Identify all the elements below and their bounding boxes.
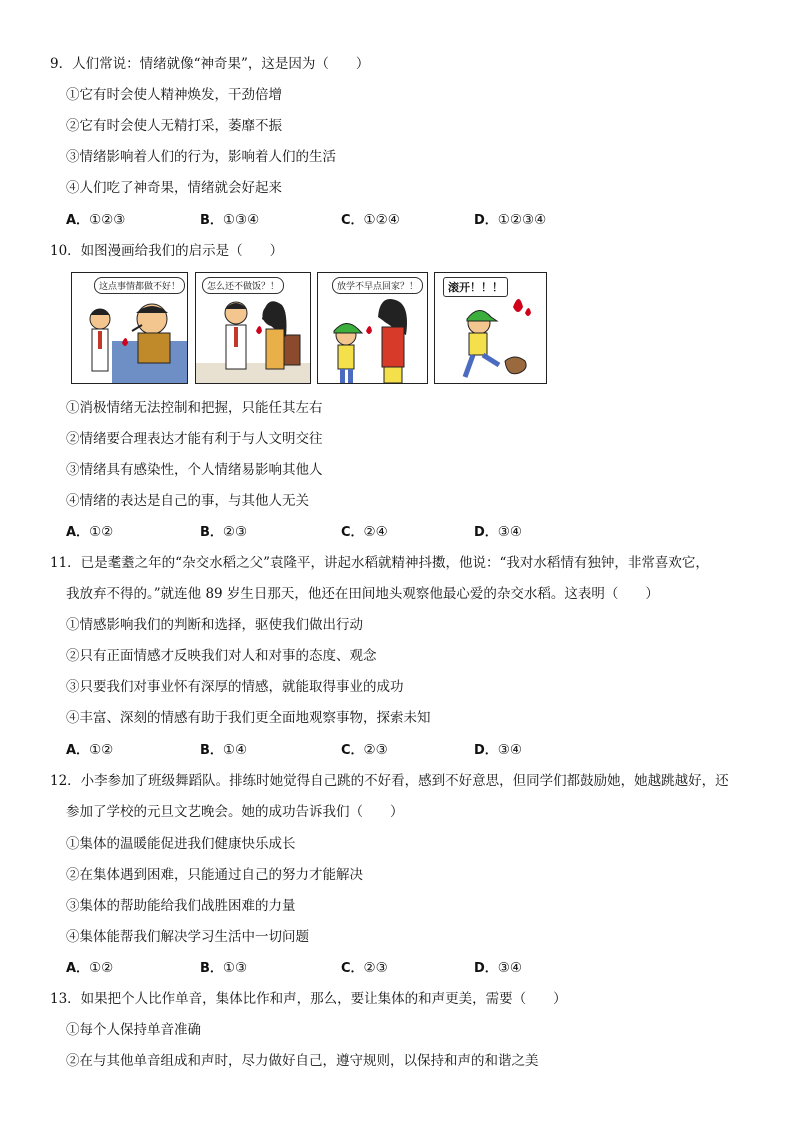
question-10-choices — [66, 522, 626, 542]
choice-c[interactable]: C．②④ — [341, 524, 388, 540]
question-11-stem-line-1: 11．已是耄耋之年的“杂交水稻之父”袁隆平，讲起水稻就精神抖擞，他说：“我对水稻情有独钟，非常喜欢它， — [50, 555, 709, 571]
choice-d[interactable]: D．③④ — [474, 524, 523, 540]
comic-panel-2 — [195, 272, 311, 384]
question-11-option-4: ④丰富、深刻的情感有助于我们更全面地观察事物，探索未知 — [66, 710, 431, 726]
choice-b[interactable]: B．①④ — [200, 742, 248, 758]
choice-c[interactable]: C．②③ — [341, 742, 388, 758]
question-12-stem-line-2: 参加了学校的元旦文艺晚会。她的成功告诉我们（ ） — [66, 804, 404, 820]
choice-d[interactable]: D．①②③④ — [474, 212, 547, 228]
question-10-option-2: ②情绪要合理表达才能有利于与人文明交往 — [66, 431, 323, 447]
comic-panel-4 — [434, 272, 547, 384]
question-10-option-4: ④情绪的表达是自己的事，与其他人无关 — [66, 493, 309, 509]
question-11-option-3: ③只要我们对事业怀有深厚的情感，就能取得事业的成功 — [66, 679, 404, 695]
speech-bubble-1: 这点事情都做不好！ — [94, 277, 185, 294]
question-10-stem: 10．如图漫画给我们的启示是（ ） — [50, 243, 284, 259]
choice-c[interactable]: C．②③ — [341, 960, 388, 976]
question-9-choices — [66, 210, 626, 230]
choice-a[interactable]: A．①② — [66, 524, 114, 540]
choice-a[interactable]: A．①② — [66, 742, 114, 758]
question-9-option-3: ③情绪影响着人们的行为，影响着人们的生活 — [66, 149, 336, 165]
comic-strip — [71, 272, 547, 384]
question-13-option-1: ①每个人保持单音准确 — [66, 1022, 201, 1038]
comic-panel-3 — [317, 272, 428, 384]
question-9-option-2: ②它有时会使人无精打采，萎靡不振 — [66, 118, 282, 134]
choice-b[interactable]: B．①③④ — [200, 212, 260, 228]
comic-panel-1 — [71, 272, 188, 384]
question-13-option-2: ②在与其他单音组成和声时，尽力做好自己，遵守规则，以保持和声的和谐之美 — [66, 1053, 539, 1069]
speech-bubble-2: 怎么还不做饭？！ — [202, 277, 284, 294]
choice-c[interactable]: C．①②④ — [341, 212, 400, 228]
question-12-choices — [66, 958, 626, 978]
question-9-option-1: ①它有时会使人精神焕发，干劲倍增 — [66, 87, 282, 103]
question-13-stem: 13．如果把个人比作单音，集体比作和声，那么，要让集体的和声更美，需要（ ） — [50, 991, 567, 1007]
choice-b[interactable]: B．①③ — [200, 960, 248, 976]
speech-bubble-4: 滚开！！！ — [443, 277, 508, 297]
choice-b[interactable]: B．②③ — [200, 524, 248, 540]
question-9-option-4: ④人们吃了神奇果，情绪就会好起来 — [66, 180, 282, 196]
choice-d[interactable]: D．③④ — [474, 742, 523, 758]
question-12-option-2: ②在集体遇到困难，只能通过自己的努力才能解决 — [66, 867, 363, 883]
question-11-choices — [66, 740, 626, 760]
choice-a[interactable]: A．①② — [66, 960, 114, 976]
question-11-option-2: ②只有正面情感才反映我们对人和对事的态度、观念 — [66, 648, 377, 664]
speech-bubble-3: 放学不早点回家？！ — [332, 277, 423, 294]
question-11-stem-line-2: 我放弃不得的。”就连他 89 岁生日那天，他还在田间地头观察他最心爱的杂交水稻。这表明（ ） — [66, 586, 659, 602]
question-10-option-1: ①消极情绪无法控制和把握，只能任其左右 — [66, 400, 323, 416]
question-12-option-3: ③集体的帮助能给我们战胜困难的力量 — [66, 898, 296, 914]
question-12-option-4: ④集体能帮我们解决学习生活中一切问题 — [66, 929, 309, 945]
choice-d[interactable]: D．③④ — [474, 960, 523, 976]
choice-a[interactable]: A．①②③ — [66, 212, 126, 228]
question-12-stem-line-1: 12．小李参加了班级舞蹈队。排练时她觉得自己跳的不好看，感到不好意思，但同学们都鼓励她，她越跳越好，还 — [50, 773, 729, 789]
question-10-option-3: ③情绪具有感染性，个人情绪易影响其他人 — [66, 462, 323, 478]
question-11-option-1: ①情感影响我们的判断和选择，驱使我们做出行动 — [66, 617, 363, 633]
question-12-option-1: ①集体的温暖能促进我们健康快乐成长 — [66, 836, 296, 852]
question-9-stem: 9．人们常说：情绪就像“神奇果”，这是因为（ ） — [50, 56, 370, 72]
